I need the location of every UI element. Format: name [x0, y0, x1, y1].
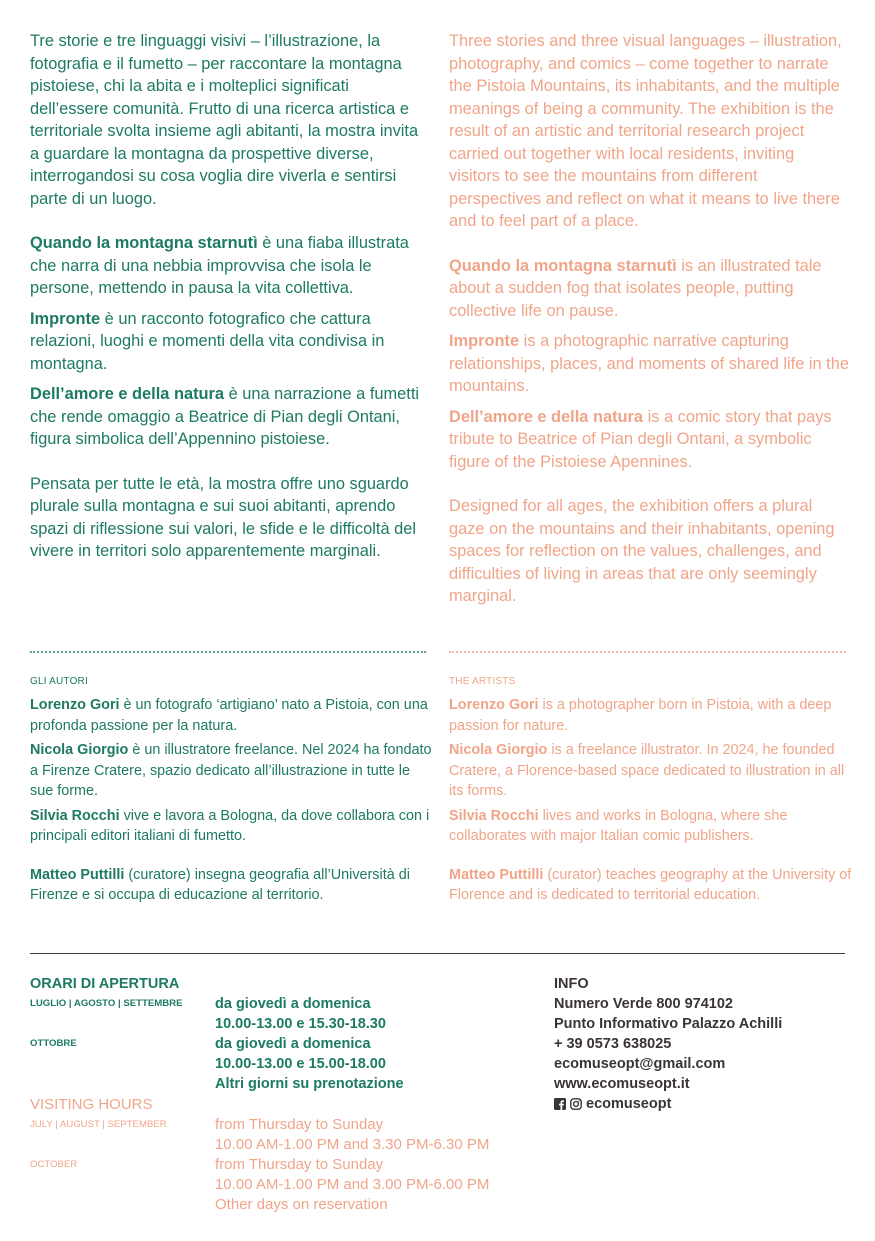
times-text: 10.00 AM-1.00 PM and 3.30 PM-6.30 PM	[215, 1136, 490, 1153]
website-link[interactable]: www.ecomuseopt.it	[554, 1076, 690, 1092]
author-it	[30, 695, 435, 736]
work-title: Quando la montagna starnutì	[30, 234, 258, 252]
curator-it	[30, 865, 435, 906]
months-label: OCTOBER	[30, 1159, 78, 1170]
hours-title-it: ORARI DI APERTURA	[30, 976, 180, 992]
days-text: da giovedì a domenica	[215, 996, 371, 1012]
months-label: LUGLIO | AGOSTO | SETTEMBRE	[30, 998, 183, 1009]
work-en-3	[449, 406, 849, 474]
curator-en	[449, 865, 854, 906]
hours-values	[215, 1155, 489, 1215]
social-handle[interactable]: ecomuseopt	[586, 1096, 672, 1112]
work-title: Impronte	[449, 332, 520, 350]
work-en-1	[449, 255, 849, 323]
work-it-3	[30, 383, 428, 451]
reservation-text: Other days on reservation	[215, 1196, 388, 1213]
author-name: Nicola Giorgio	[30, 742, 129, 758]
author-text: è un illustratore freelance. Nel 2024 ha fondato a Firenze Cratere, spazio dedicato all’illustrazione in tutte le sue forme.	[30, 742, 432, 799]
author-it	[30, 740, 435, 802]
author-en	[449, 740, 854, 802]
info-point: Punto Informativo Palazzo Achilli	[554, 1016, 783, 1032]
author-name: Lorenzo Gori	[30, 697, 120, 713]
work-it-1	[30, 232, 428, 300]
work-title: Quando la montagna starnutì	[449, 256, 677, 275]
hours-row-october-en	[30, 1155, 489, 1215]
work-text: è un racconto fotografico che cattura relazioni, luoghi e momenti della vita condivisa in montagna.	[30, 309, 385, 373]
work-text: is a comic story that pays tribute to Beatrice of Pian degli Ontani, a symbolic figure of the Pistoiese Apennines.	[449, 407, 832, 471]
social-line	[554, 1094, 782, 1114]
closing-it: Pensata per tutte le età, la mostra offre uno sguardo plurale sulla montagna e sui suoi abitanti, aprendo spazi di riflessione sui valori, le sfide e le difficoltà del vivere in territori solo apparentemente marginali.	[30, 474, 416, 560]
author-text: (curator) teaches geography at the University of Florence and is dedicated to territorial education.	[449, 866, 852, 903]
work-text: è una narrazione a fumetti che rende omaggio a Beatrice di Pian degli Ontani, figura simbolica dell’Appennino pistoiese.	[30, 385, 420, 448]
author-name: Silvia Rocchi	[449, 807, 539, 824]
horizontal-rule	[30, 953, 845, 954]
intro-it: Tre storie e tre linguaggi visivi – l’illustrazione, la fotografia e il fumetto – per raccontare la montagna pistoiese, chi la abita e i molteplici significati dell’essere comunità. Frutto di una ricerca artistica e territoriale svolta insieme agli abitanti, la mostra invita a guardare la montagna da prospettive diverse, interrogandosi su cosa voglia dire viverla e sentirsi parte di un luogo.	[30, 32, 419, 208]
times-text: 10.00-13.00 e 15.30-18.30	[215, 1016, 386, 1032]
instagram-icon[interactable]	[570, 1098, 582, 1110]
facebook-icon[interactable]	[554, 1098, 566, 1110]
authors-label-it: GLI AUTORI	[30, 676, 88, 687]
days-text: from Thursday to Sunday	[215, 1116, 384, 1133]
dotted-divider-it	[30, 651, 426, 653]
author-text: lives and works in Bologna, where she collaborates with major Italian comic publishers.	[449, 807, 788, 844]
work-text: è una fiaba illustrata che narra di una nebbia improvvisa che isola le persone, mettendo in pausa la vita collettiva.	[30, 234, 409, 297]
author-text: è un fotografo ‘artigiano’ nato a Pistoia, con una profonda passione per la natura.	[30, 697, 428, 734]
author-name: Matteo Puttilli	[449, 866, 544, 883]
author-text: is a photographer born in Pistoia, with a deep passion for nature.	[449, 697, 832, 734]
author-name: Matteo Puttilli	[30, 866, 125, 883]
author-text: (curatore) insegna geografia all’Università di Firenze e si occupa di educazione al territorio.	[30, 866, 410, 903]
times-text: 10.00-13.00 e 15.00-18.00	[215, 1056, 386, 1072]
work-it-2	[30, 308, 428, 376]
phone-free: Numero Verde 800 974102	[554, 996, 733, 1012]
closing-en: Designed for all ages, the exhibition offers a plural gaze on the mountains and their inhabitants, opening spaces for reflection on the values, challenges, and difficulties of living in areas that are only seemingly marginal.	[449, 497, 835, 605]
days-text: from Thursday to Sunday	[215, 1156, 384, 1173]
work-text: is an illustrated tale about a sudden fog that isolates people, putting collective life on pause.	[449, 256, 822, 320]
work-en-2	[449, 330, 849, 398]
author-en	[449, 695, 854, 736]
authors-label-en: THE ARTISTS	[449, 676, 516, 687]
authors-en	[449, 676, 854, 910]
info-title: INFO	[554, 976, 589, 992]
months-label: OTTOBRE	[30, 1038, 77, 1049]
hours-values	[215, 1115, 489, 1155]
italian-column	[30, 30, 428, 563]
work-title: Dell’amore e della natura	[449, 407, 644, 426]
opening-hours-it	[30, 974, 404, 1094]
info-block	[554, 974, 782, 1114]
author-name: Lorenzo Gori	[449, 697, 539, 713]
author-name: Nicola Giorgio	[449, 742, 548, 758]
author-it	[30, 806, 435, 847]
opening-hours-en	[30, 1095, 489, 1215]
author-text: vive e lavora a Bologna, da dove collabora con i principali editori italiani di fumetto.	[30, 807, 430, 844]
intro-en: Three stories and three visual languages – illustration, photography, and comics – come together to narrate the Pistoia Mountains, its inhabitants, and the multiple meanings of being a community. The exhibition is the result of an artistic and territorial research project carried out together with local residents, inviting visitors to see the mountains from different perspectives and reflect on what it means to live there and to feel part of a place.	[449, 32, 842, 230]
hours-row-october-it	[30, 1034, 404, 1094]
english-column	[449, 30, 849, 608]
author-en	[449, 806, 854, 847]
hours-row-summer-it	[30, 994, 404, 1034]
hours-row-summer-en	[30, 1115, 489, 1155]
months-label: JULY | AUGUST | SEPTEMBER	[30, 1119, 167, 1130]
work-text: is a photographic narrative capturing relationships, places, and moments of shared life in the mountains.	[449, 332, 849, 395]
hours-values	[215, 1034, 404, 1094]
work-title: Dell’amore e della natura	[30, 385, 225, 403]
authors-it	[30, 676, 435, 910]
work-title: Impronte	[30, 309, 101, 328]
hours-values	[215, 994, 386, 1034]
author-text: is a freelance illustrator. In 2024, he founded Cratere, a Florence-based space dedicated to illustration in all its forms.	[449, 742, 845, 799]
hours-title-en: VISITING HOURS	[30, 1096, 153, 1113]
email-link[interactable]: ecomuseopt@gmail.com	[554, 1056, 726, 1072]
phone-number[interactable]: + 39 0573 638025	[554, 1036, 672, 1052]
author-name: Silvia Rocchi	[30, 807, 120, 824]
dotted-divider-en	[449, 651, 846, 653]
days-text: da giovedì a domenica	[215, 1036, 371, 1052]
reservation-text: Altri giorni su prenotazione	[215, 1076, 404, 1092]
times-text: 10.00 AM-1.00 PM and 3.00 PM-6.00 PM	[215, 1176, 490, 1193]
